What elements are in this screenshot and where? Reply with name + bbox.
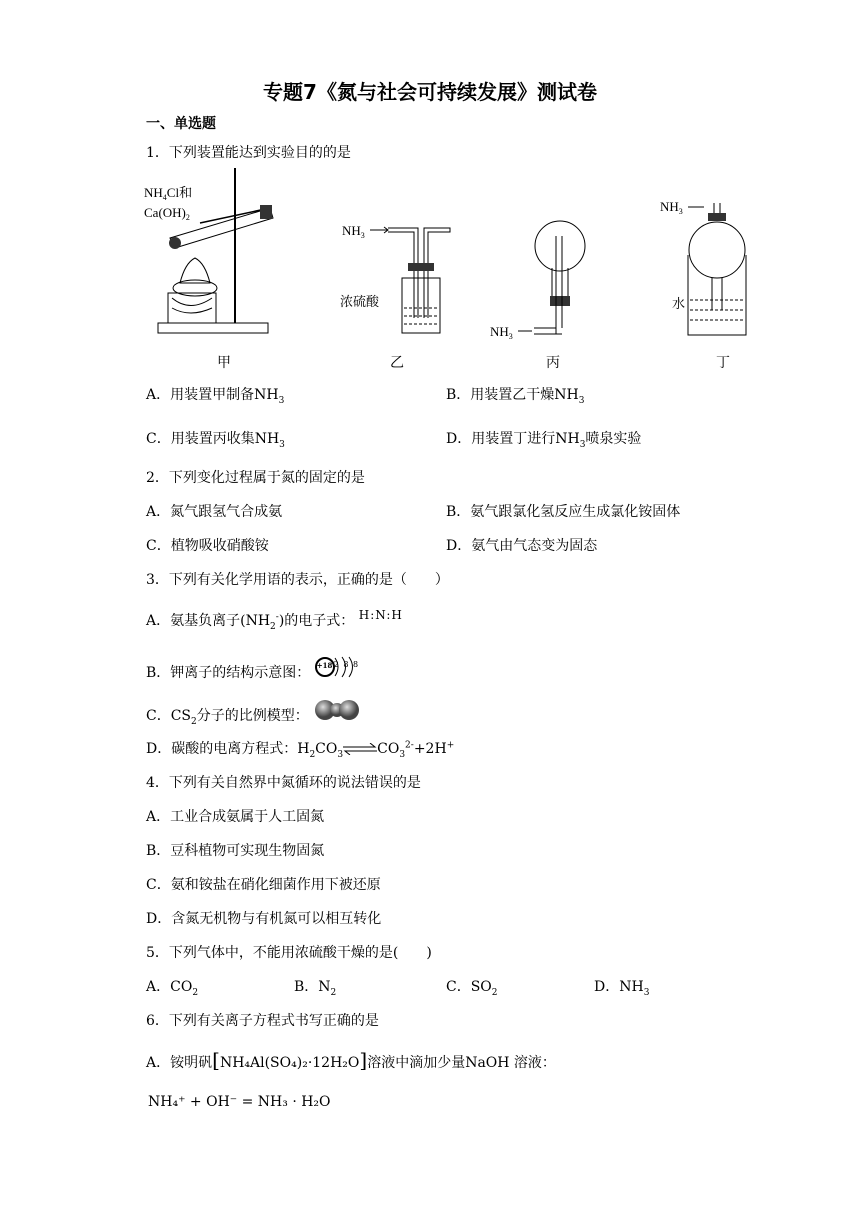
q2-option-b[interactable]: B．氨气跟氯化氢反应生成氯化铵固体 xyxy=(446,504,681,520)
caption-bing: 丙 xyxy=(546,355,560,371)
question-5-stem: 5．下列气体中，不能用浓硫酸干燥的是( ) xyxy=(146,945,432,961)
potassium-ion-diagram: +18 2 8 8 xyxy=(315,655,359,679)
label-nh4cl: $NH_4Cl$和 xyxy=(144,185,193,202)
equilibrium-arrow-icon xyxy=(343,743,377,755)
q2-option-a[interactable]: A．氮气跟氢气合成氨 xyxy=(146,504,283,520)
cs2-space-filling-model xyxy=(313,698,361,722)
section-heading: 一、单选题 xyxy=(146,116,216,132)
q5-option-d[interactable]: D．$NH_3$ xyxy=(594,979,650,998)
question-6-stem: 6．下列有关离子方程式书写正确的是 xyxy=(146,1013,379,1029)
q4-option-a[interactable]: A．工业合成氨属于人工固氮 xyxy=(146,809,325,825)
q3-option-d[interactable]: D．碳酸的电离方程式：$H_2CO_3$ $CO_3^{2-}+2H^+$ xyxy=(146,740,455,760)
label-water: 水 xyxy=(672,296,686,311)
question-1-stem: 1．下列装置能达到实验目的的是 xyxy=(146,145,351,161)
apparatus-ding xyxy=(660,195,760,345)
q2-option-d[interactable]: D．氨气由气态变为固态 xyxy=(446,538,598,554)
q5-option-b[interactable]: B．$N_2$ xyxy=(294,979,337,998)
page-title: 专题7《氮与社会可持续发展》测试卷 xyxy=(263,80,597,104)
q1-option-d[interactable]: D．用装置丁进行$NH_3$喷泉实验 xyxy=(446,431,642,450)
apparatus-bing xyxy=(490,216,600,341)
q6-option-a[interactable]: A．铵明矾[NH₄Al(SO₄)₂·12H₂O]溶液中滴加少量NaOH 溶液： xyxy=(146,1048,556,1072)
label-acid: 浓硫酸 xyxy=(340,294,380,309)
apparatus-yi xyxy=(340,218,460,338)
question-2-stem: 2．下列变化过程属于氮的固定的是 xyxy=(146,470,365,486)
question-4-stem: 4．下列有关自然界中氮循环的说法错误的是 xyxy=(146,775,421,791)
caption-ding: 丁 xyxy=(716,355,730,371)
svg-text:NH3: $NH_3$ xyxy=(342,223,365,240)
q1-option-a[interactable]: A．用装置甲制备$NH_3$ xyxy=(146,387,285,406)
label-caoh2: $Ca(OH)_2$ xyxy=(144,205,190,222)
q5-option-a[interactable]: A．$CO_2$ xyxy=(146,979,199,998)
caption-jia: 甲 xyxy=(217,355,231,371)
q4-option-b[interactable]: B．豆科植物可实现生物固氮 xyxy=(146,843,325,859)
q5-option-c[interactable]: C．$SO_2$ xyxy=(446,979,498,998)
apparatus-jia xyxy=(140,163,290,343)
q3-option-b[interactable]: B．钾离子的结构示意图： +18 2 8 8 xyxy=(146,661,359,685)
ammonium-alum-formula: NH₄Al(SO₄)₂·12H₂O xyxy=(219,1055,360,1071)
svg-text:NH3: $NH_3$ xyxy=(660,199,683,216)
svg-text:NH3: $NH_3$ xyxy=(490,324,513,341)
q4-option-d[interactable]: D．含氮无机物与有机氮可以相互转化 xyxy=(146,911,382,927)
q1-option-c[interactable]: C．用装置丙收集$NH_3$ xyxy=(146,431,285,450)
q1-option-b[interactable]: B．用装置乙干燥$NH_3$ xyxy=(446,387,585,406)
question-3-stem: 3．下列有关化学用语的表示，正确的是（ ） xyxy=(146,572,449,588)
q4-option-c[interactable]: C．氨和铵盐在硝化细菌作用下被还原 xyxy=(146,877,381,893)
q3-option-a[interactable]: A．氨基负离子$(NH_2^-)$的电子式： H:N:H xyxy=(146,608,403,632)
q6-option-a-equation: NH₄⁺ + OH⁻ = NH₃ · H₂O xyxy=(148,1094,331,1110)
amide-electron-formula: H:N:H xyxy=(358,608,403,622)
caption-yi: 乙 xyxy=(390,355,404,371)
q2-option-c[interactable]: C．植物吸收硝酸铵 xyxy=(146,538,269,554)
q3-option-c[interactable]: C．$CS_2$分子的比例模型： xyxy=(146,704,361,728)
